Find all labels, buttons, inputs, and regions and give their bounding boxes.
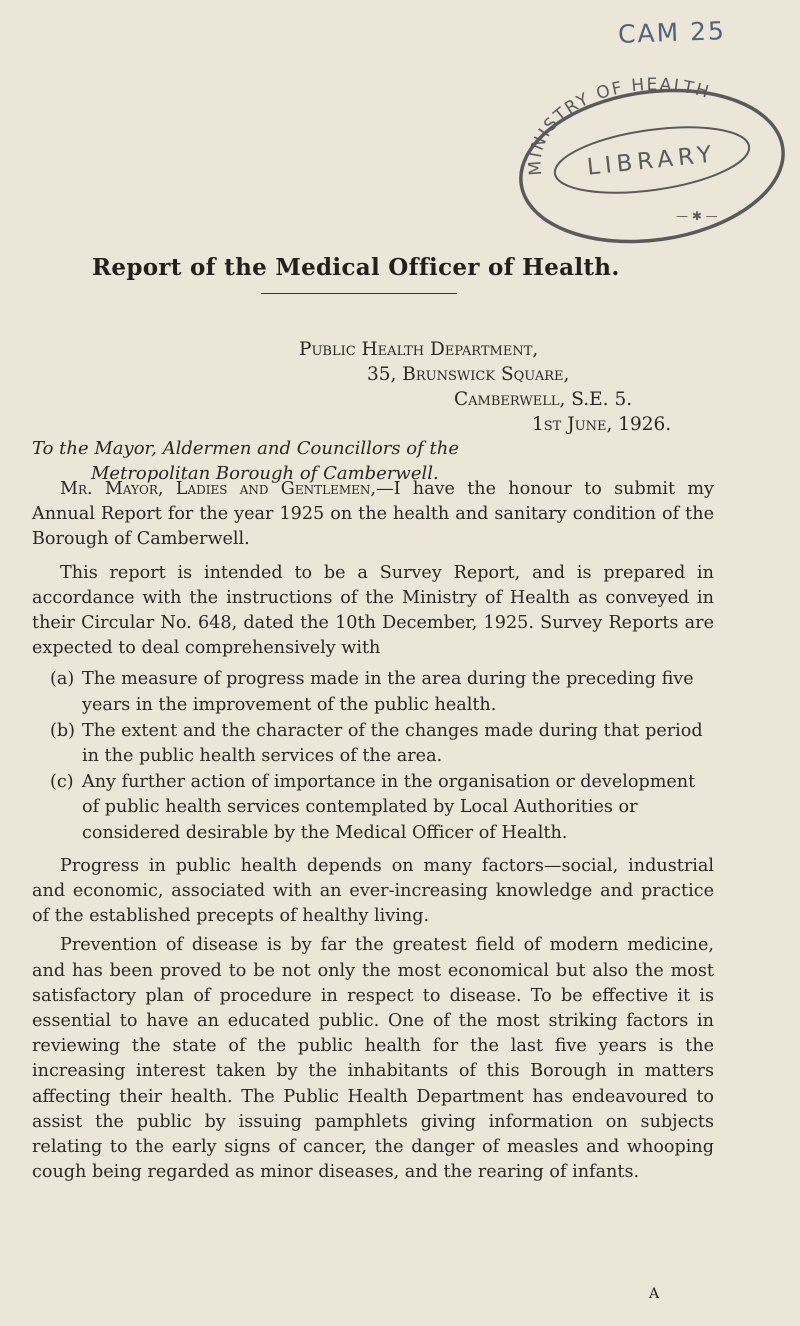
title-rule — [261, 293, 457, 294]
list-item-label: (b) — [50, 720, 75, 741]
list-item-text: Any further action of importance in the organisation or development of public health services contemplated by Local Authorities or considered desirable by the Medical Officer of Health. — [82, 772, 696, 843]
list-item-text: The extent and the character of the changes made during that period in the public health services of the area. — [82, 720, 703, 767]
opening-text: —I have the honour to submit my Annual Report for the year 1925 on the health and sanitary condition of the Borough of Camberwell. — [32, 479, 714, 550]
list-item-label: (a) — [50, 669, 75, 690]
address-district: Camberwell, S.E. 5. — [454, 389, 633, 410]
library-stamp — [506, 60, 796, 250]
address-date: 1st June, 1926. — [532, 414, 672, 435]
progress-paragraph: Progress in public health depends on many factors—social, industrial and economic, associated with an ever-increasing knowledge and practice of the established precepts of healthy living. — [32, 855, 714, 927]
handwritten-reference: CAM 25 — [617, 16, 727, 49]
list-item-label: (c) — [50, 772, 74, 793]
salutation-line-2: Metropolitan Borough of Camberwell. — [91, 463, 439, 484]
stamp-outer-text: MINISTRY OF HEALTH — [525, 74, 713, 177]
opening-paragraph — [32, 477, 714, 553]
list-item — [32, 667, 714, 717]
address-department: Public Health Department, — [299, 339, 539, 360]
report-body — [32, 477, 714, 1185]
report-title: Report of the Medical Officer of Health. — [92, 254, 620, 281]
survey-requirements-list — [32, 667, 714, 845]
list-item — [32, 770, 714, 846]
prevention-paragraph: Prevention of disease is by far the greatest field of modern medicine, and has been proved to be not only the most economical but also the most satisfactory plan of procedure in respect to disease. To be effective it is essential to have an educated public. One of the most striking factors in reviewing the state of the public health for the last five years is the increasing interest taken by the inhabitants of this Borough in matters affecting their health. The Public Health Department has endeavoured to assist the public by issuing pamphlets giving information on subjects relating to the early signs of cancer, the danger of measles and whooping cough being regarded as minor diseases, and the rearing of infants. — [32, 935, 714, 1183]
stamp-star-mark: — ✱ — — [676, 209, 718, 223]
signature-mark: A — [649, 1286, 660, 1302]
survey-paragraph: This report is intended to be a Survey Report, and is prepared in accordance with the instructions of the Ministry of Health as conveyed in their Circular No. 648, dated the 10th December, 1925. Survey Reports are expected to deal comprehensively with — [32, 562, 714, 659]
list-item — [32, 719, 714, 769]
list-item-text: The measure of progress made in the area during the preceding five years in the improvement of the public health. — [82, 669, 694, 715]
address-street: 35, Brunswick Square, — [367, 364, 570, 385]
opening-address: Mr. Mayor, Ladies and Gentlemen, — [60, 479, 376, 499]
stamp-center-text: LIBRARY — [585, 141, 718, 181]
salutation-line-1: To the Mayor, Aldermen and Councillors of the — [32, 438, 459, 459]
